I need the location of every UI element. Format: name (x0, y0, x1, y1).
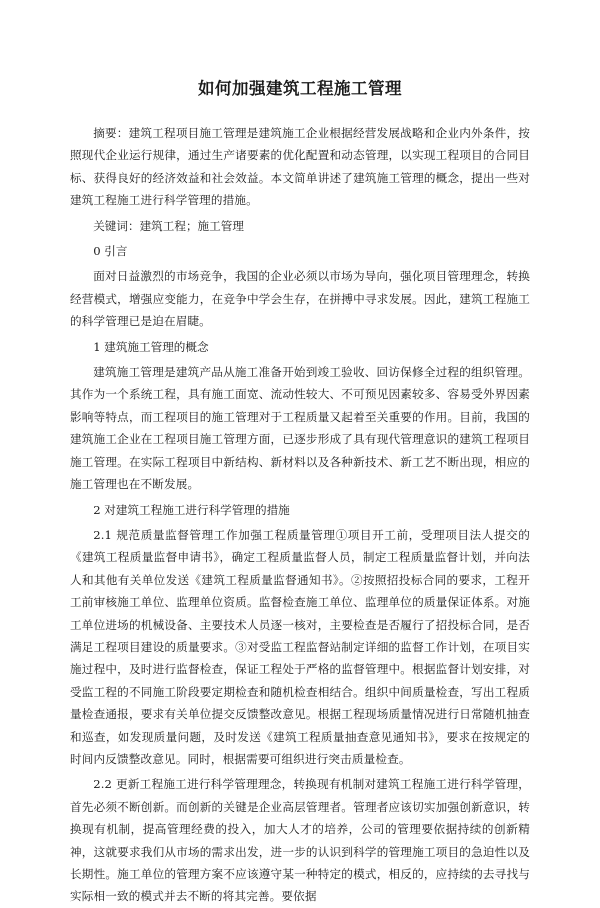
section-heading-2: 2 对建筑工程施工进行科学管理的措施 (93, 502, 290, 517)
section2-paragraph-1: 2.1 规范质量监督管理工作加强工程质量管理①项目开工前，受理项目法人提交的《建筑工程质量监督申请书》，确定工程质量监督人员，制定工程质量监督计划，并向法人和其他有关单位发送《建筑工程质量监督通知书》。②按照招投标合同的要求，工程开工前审核施工单位、监理单位资质。监督检查施工单位、监理单位的质量保证体系。对施工单位进场的机械设备、主要技术人员逐一核对，主要检查是否履行了招投标合同，是否满足工程项目建设的质量要求。③对受监工程监督站制定详细的监督工作计划，在项目实施过程中，及时进行监督检查，保证工程处于严格的监督管理中。根据监督计划安排，对受监工程的不同施工阶段要定期检查和随机检查相结合。组织中间质量检查，写出工程质量检查通报，要求有关单位提交反馈整改意见。根据工程现场质量情况进行日常随机抽查和巡查，如发现质量问题，及时发送《建筑工程质量抽查意见通知书》，要求在按规定的时间内反馈整改意见。同时，根据需要可组织进行突击质量检查。 (70, 527, 530, 766)
intro-paragraph: 面对日益激烈的市场竞争，我国的企业必须以市场为导向，强化项目管理理念，转换经营模式，增强应变能力，在竞争中学会生存，在拼搏中寻求发展。因此，建筑工程施工的科学管理已是迫在眉睫。 (70, 269, 530, 329)
section2-paragraph-2: 2.2 更新工程施工进行科学管理理念，转换现有机制对建筑工程施工进行科学管理，首先必须不断创新。而创新的关键是企业高层管理者。管理者应该切实加强创新意识，转换现有机制，提高管理经费的投入，加大人才的培养，公司的管理要依据持续的创新精神，这就要求我们从市场的需求出发，进一步的认识到科学的管理施工项目的急迫性以及长期性。施工单位的管理方案不应该遵守某一种特定的模式，相反的，应持续的去寻找与实际相一致的模式并去不断的将其完善。要依据 (70, 777, 530, 904)
page-title: 如何加强建筑工程施工管理 (198, 79, 402, 98)
section-heading-1: 1 建筑施工管理的概念 (93, 339, 209, 354)
section-heading-intro: 0 引言 (93, 244, 128, 259)
keywords: 关键词：建筑工程；施工管理 (93, 218, 244, 233)
section1-paragraph: 建筑施工管理是建筑产品从施工准备开始到竣工验收、回访保修全过程的组织管理。其作为一个系统工程，具有施工面宽、流动性较大、不可预见因素较多、容易受外界因素影响等特点，而工程项目的施工管理对于工程质量又起着至关重要的作用。目前，我国的建筑施工企业在工程项目施工管理方面，已逐步形成了具有现代管理意识的建筑工程项目施工管理。在实际工程项目中新结构、新材料以及各种新技术、新工艺不断出现，相应的施工管理也在不断发展。 (70, 365, 530, 492)
abstract: 摘要：建筑工程项目施工管理是建筑施工企业根据经营发展战略和企业内外条件，按照现代企业运行规律，通过生产诸要素的优化配置和动态管理，以实现工程项目的合同目标、获得良好的经济效益和社会效益。本文简单讲述了建筑施工管理的概念，提出一些对建筑工程施工进行科学管理的措施。 (70, 126, 530, 208)
